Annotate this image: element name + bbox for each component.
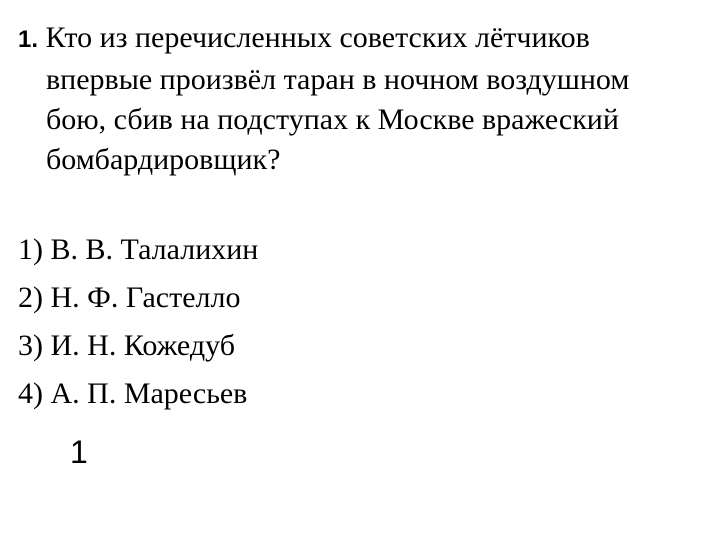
option-1: 1) В. В. Талалихин	[18, 233, 259, 266]
correct-answer: 1	[70, 434, 88, 470]
question-line-3: бою, сбив на подступах к Москве вражеский	[46, 103, 619, 136]
option-4: 4) А. П. Маресьев	[18, 377, 248, 410]
option-2: 2) Н. Ф. Гастелло	[18, 281, 241, 314]
answer-options	[18, 226, 698, 418]
question-line-2: впервые произвёл таран в ночном воздушном	[46, 63, 630, 96]
question-line-4: бомбардировщик?	[46, 143, 281, 176]
question-line-1-text: Кто из перечисленных советских лётчиков	[45, 21, 590, 54]
question-line-1	[18, 18, 698, 60]
question-text	[18, 18, 698, 180]
question-number: 1.	[18, 26, 39, 53]
option-3: 3) И. Н. Кожедуб	[18, 329, 235, 362]
